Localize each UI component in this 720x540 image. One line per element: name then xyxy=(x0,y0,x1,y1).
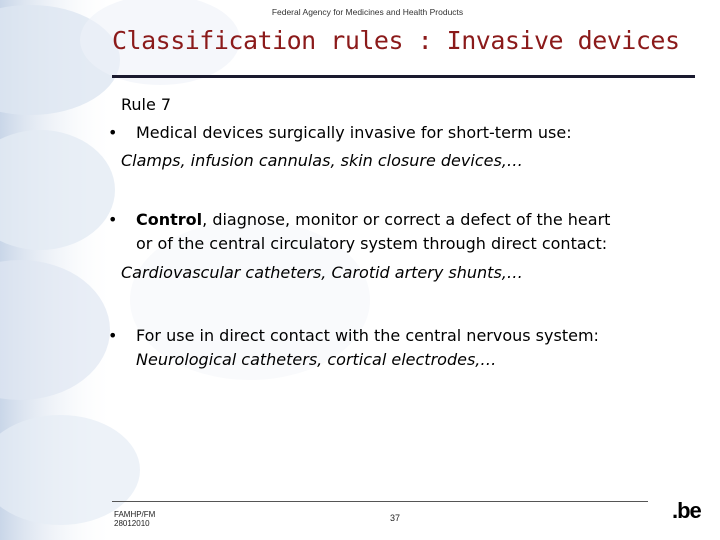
bullet-marker: • xyxy=(108,123,118,142)
slide-title: Classification rules : Invasive devices xyxy=(112,26,680,55)
bullet-example-2: Cardiovascular catheters, Carotid artery shunts,… xyxy=(121,263,523,282)
bullet-text: Medical devices surgically invasive for short-term use: xyxy=(136,123,572,142)
footer-date: 28012010 xyxy=(114,519,150,528)
bullet-example-1: Clamps, infusion cannulas, skin closure devices,… xyxy=(121,151,523,170)
be-logo: .be xyxy=(672,498,701,523)
bold-prefix: Control xyxy=(136,210,203,229)
footer-org: FAMHP/FM xyxy=(114,510,156,519)
bullet-text: or of the central circulatory system through direct contact: xyxy=(136,234,608,253)
footer-divider xyxy=(112,501,648,502)
bullet-text-rest: , diagnose, monitor or correct a defect of the heart xyxy=(202,210,611,229)
bullet-text: For use in direct contact with the central nervous system: xyxy=(136,326,599,345)
rule-label: Rule 7 xyxy=(121,95,172,114)
bullet-example-3: Neurological catheters, cortical electrodes,… xyxy=(136,350,497,369)
bullet-marker: • xyxy=(108,326,118,345)
bullet-text xyxy=(136,209,610,231)
footer-meta xyxy=(114,510,155,528)
title-underline xyxy=(112,75,695,78)
bullet-marker: • xyxy=(108,210,118,229)
page-number: 37 xyxy=(390,513,401,523)
agency-name: Federal Agency for Medicines and Health Products xyxy=(271,7,464,17)
